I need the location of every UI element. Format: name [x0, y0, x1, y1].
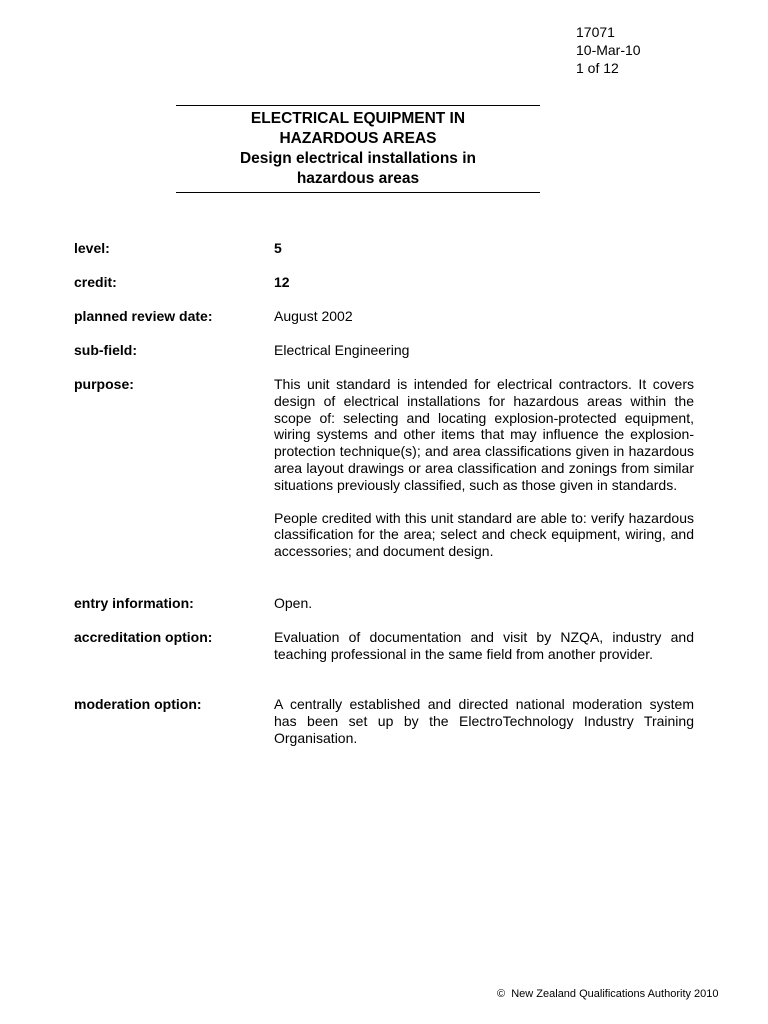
credit-label: credit: — [74, 274, 117, 290]
moderation-option-label: moderation option: — [74, 696, 202, 712]
page-footer — [497, 988, 719, 1001]
entry-information-value: Open. — [274, 595, 313, 611]
title-line-1: ELECTRICAL EQUIPMENT IN — [250, 110, 466, 127]
purpose-paragraph-2: People credited with this unit standard are able to: verify hazardous classification for the area; select and check equipment, wiring, and accessories; and document design. — [274, 509, 694, 560]
accreditation-option-label: accreditation option: — [74, 629, 213, 645]
document-header-meta — [576, 23, 641, 77]
copyright-icon: © — [497, 988, 506, 1000]
accreditation-option-value — [274, 629, 694, 663]
moderation-option-text: A centrally established and directed national moderation system has been set up by the ElectroTechnology Industry Training Organisation. — [274, 696, 694, 746]
title-line-4: hazardous areas — [296, 170, 420, 187]
document-number: 17071 — [576, 24, 615, 40]
review-date-value: August 2002 — [274, 308, 353, 324]
subfield-value: Electrical Engineering — [274, 342, 410, 358]
purpose-value — [274, 376, 694, 560]
title-line-3: Design electrical installations in — [239, 150, 477, 167]
level-label: level: — [74, 240, 110, 256]
review-date-label: planned review date: — [74, 308, 213, 324]
accreditation-option-text: Evaluation of documentation and visit by NZQA, industry and teaching professional in the same field from another provider. — [274, 629, 694, 662]
subfield-label: sub-field: — [74, 342, 137, 358]
title-line-2: HAZARDOUS AREAS — [279, 130, 437, 147]
document-date: 10-Mar-10 — [576, 42, 641, 58]
entry-information-label: entry information: — [74, 595, 194, 611]
document-title — [176, 105, 540, 193]
page-indicator: 1 of 12 — [576, 60, 619, 76]
moderation-option-value — [274, 696, 694, 746]
purpose-label: purpose: — [74, 376, 134, 392]
purpose-paragraph-1: This unit standard is intended for electrical contractors. It covers design of electrical installations for hazardous areas within the scope of: selecting and locating explosion-protected equipment, wiring systems and other items that may influence the explosion-protection technique(s); and area classifications given in hazardous area layout drawings or area classification and zonings from similar situations previously classified, such as those given in standards. — [274, 376, 694, 493]
copyright-text: New Zealand Qualifications Authority 2010 — [511, 988, 719, 1000]
credit-value: 12 — [274, 274, 290, 290]
level-value: 5 — [274, 240, 282, 256]
